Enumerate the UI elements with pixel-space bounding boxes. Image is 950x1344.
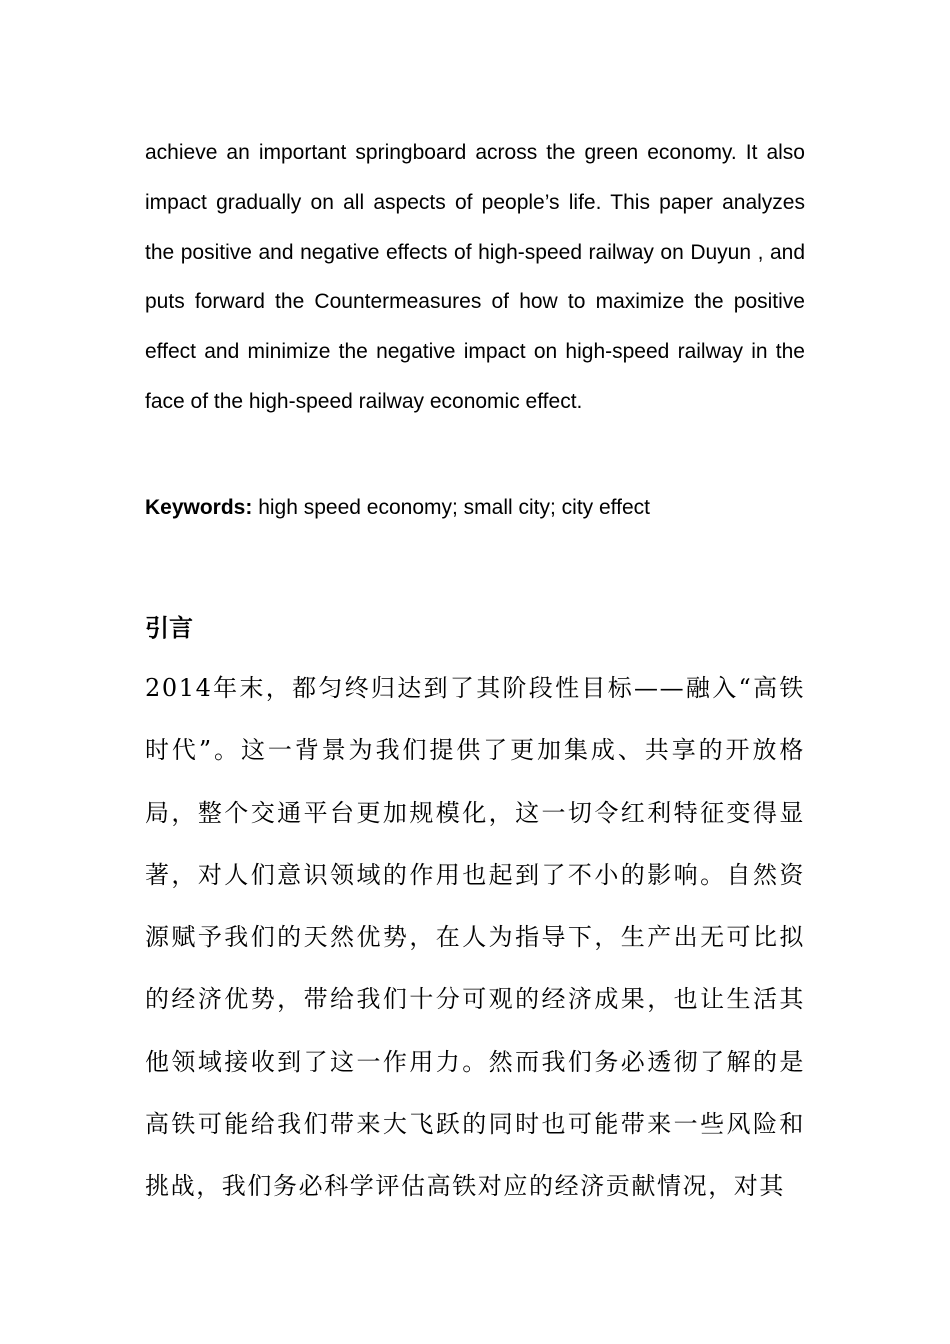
keywords-label: Keywords: (145, 496, 253, 519)
section-title: 引言 (145, 614, 193, 642)
keywords-value: high speed economy; small city; city effect (252, 496, 650, 519)
intro-paragraph: 2014年末，都匀终归达到了其阶段性目标——融入“高铁时代”。这一背景为我们提供了更加集成、共享的开放格局，整个交通平台更加规模化，这一切令红利特征变得显著，对人们意识领域的作用也起到了不小的影响。自然资源赋予我们的天然优势，在人为指导下，生产出无可比拟的经济优势，带给我们十分可观的经济成果，也让生活其他领域接收到了这一作用力。然而我们务必透彻了解的是高铁可能给我们带来大飞跃的同时也可能带来一些风险和挑战，我们务必科学评估高铁对应的经济贡献情况，对其 (145, 674, 805, 1201)
abstract-paragraph: achieve an important springboard across the green economy. It also impact gradually on all aspects of people’s life. This paper analyzes the positive and negative effects of high-speed railway on Duyun , and puts forward the Countermeasures of how to maximize the positive effect and minimize the negative impact on high-speed railway in the face of the high-speed railway economic effect. (145, 141, 805, 413)
keywords-line (145, 488, 805, 528)
